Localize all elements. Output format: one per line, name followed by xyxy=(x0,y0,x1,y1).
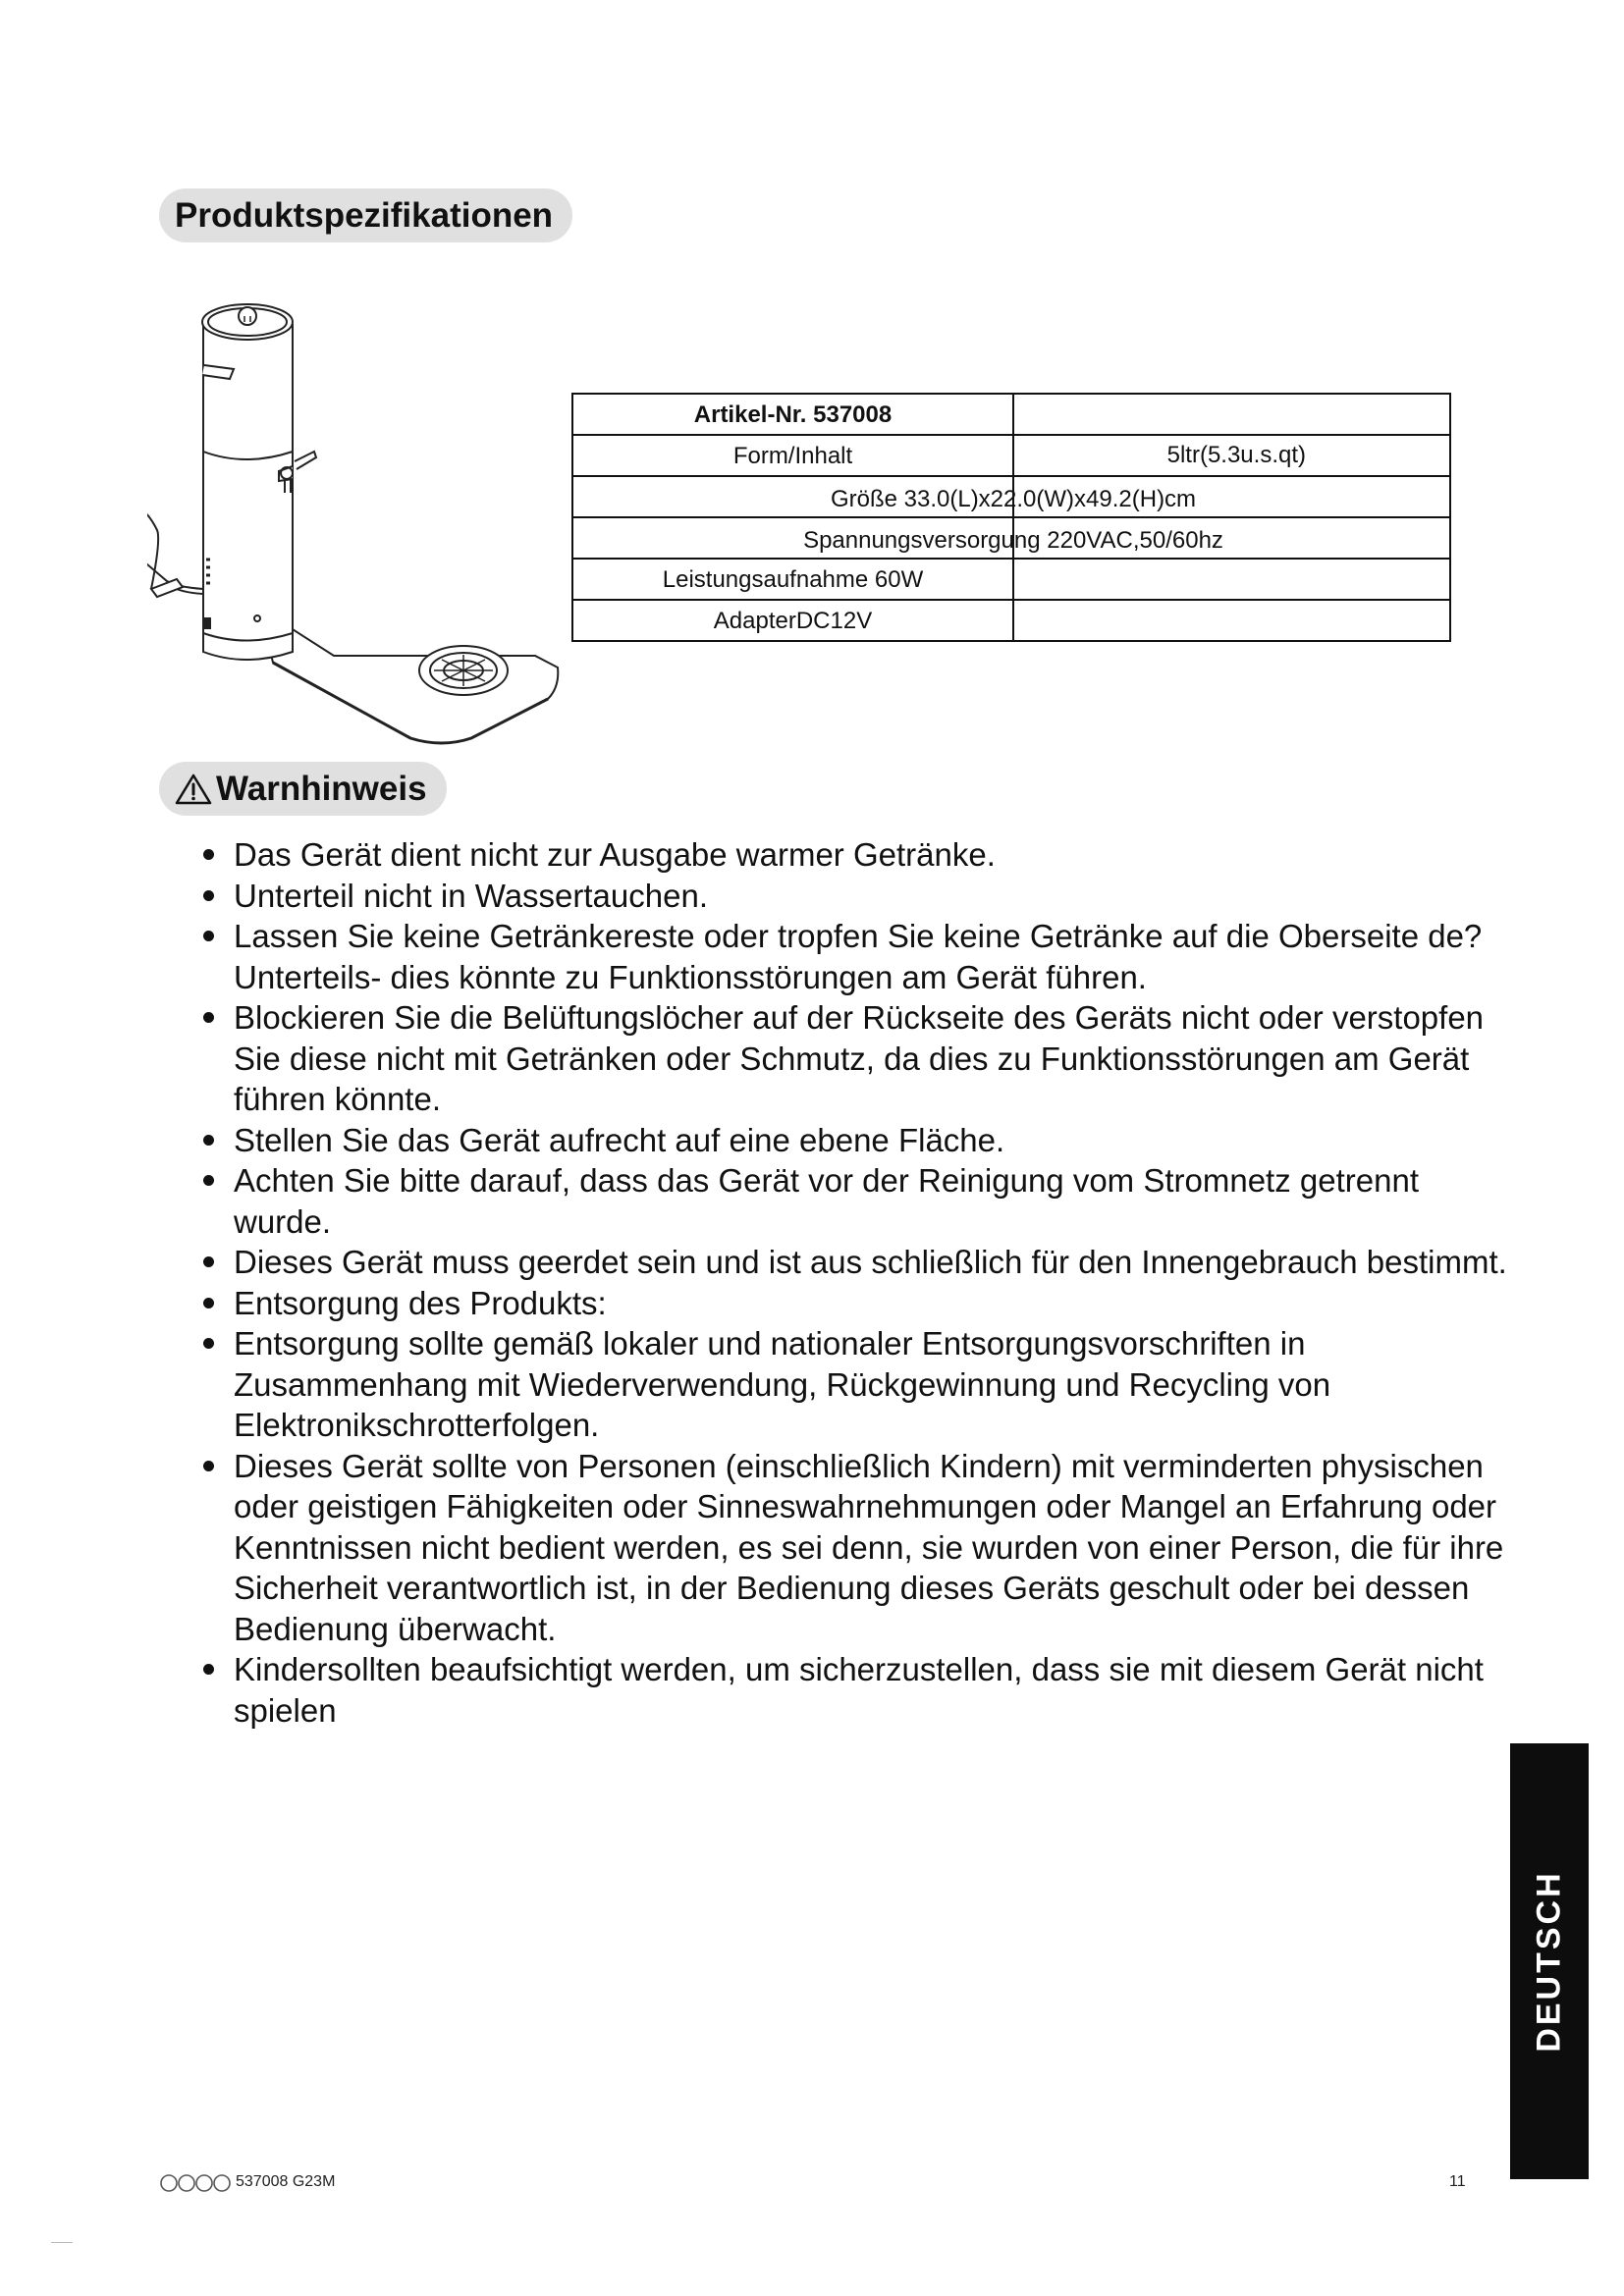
spec-cell-article xyxy=(572,394,1013,435)
list-item: Lassen Sie keine Getränkereste oder tropfen Sie keine Getränke auf die Oberseite de? Unterteils- dies könnte zu Funktionsstörungen am Gerät führen. xyxy=(196,916,1512,997)
warning-list xyxy=(196,834,1512,1731)
warning-section-title-text: Warnhinweis xyxy=(216,770,427,808)
language-tab-label: DEUTSCH xyxy=(1530,1870,1568,2053)
four-rings-logo-icon xyxy=(159,2173,234,2193)
list-item: Unterteil nicht in Wassertauchen. xyxy=(196,876,1512,917)
power-consumption-value: Leistungsaufnahme 60W xyxy=(662,566,924,593)
spec-cell-adapter xyxy=(572,600,1013,641)
spec-cell-form-value xyxy=(1013,435,1450,476)
list-item: Stellen Sie das Gerät aufrecht auf eine ebene Fläche. xyxy=(196,1120,1512,1161)
form-value: 5ltr(5.3u.s.qt) xyxy=(1166,442,1306,468)
list-item: Dieses Gerät sollte von Personen (einschließlich Kindern) mit verminderten physischen oder geistigen Fähigkeiten oder Sinneswahrnehmungen oder Mangel an Erfahrung oder Kenntnissen nicht bedient werden, es sei denn, sie wurden von einer Person, die für ihre Sicherheit verantwortlich ist, in der Bedienung dieses Geräts geschult oder bei dessen Bedienung überwacht. xyxy=(196,1446,1512,1650)
corner-mark xyxy=(51,2242,73,2243)
form-label: Form/Inhalt xyxy=(732,443,853,469)
adapter-value: AdapterDC12V xyxy=(713,608,873,634)
list-item: Entsorgung sollte gemäß lokaler und nationaler Entsorgungsvorschriften in Zusammenhang mit Wiederverwendung, Rückgewinnung und Recycling von Elektronikschrotterfolgen. xyxy=(196,1323,1512,1446)
spec-section-title xyxy=(159,188,572,242)
spec-cell-size xyxy=(572,476,1197,517)
list-item: Entsorgung des Produkts: xyxy=(196,1283,1512,1324)
spec-cell-empty xyxy=(1013,517,1450,559)
warning-section-title xyxy=(159,762,447,816)
product-illustration xyxy=(147,294,560,756)
power-supply-value: Spannungsversorgung 220VAC,50/60hz xyxy=(803,527,1223,554)
table-row xyxy=(572,559,1450,600)
page-number: 11 xyxy=(1449,2173,1466,2190)
warning-triangle-icon xyxy=(175,773,212,806)
spec-cell-form-label xyxy=(572,435,1013,476)
spec-cell-empty xyxy=(1013,476,1450,517)
footer-model-number: 537008 G23M xyxy=(236,2173,336,2190)
spec-section-title-text: Produktspezifikationen xyxy=(175,196,554,235)
table-row xyxy=(572,517,1450,559)
language-tab xyxy=(1510,1743,1589,2179)
list-item: Das Gerät dient nicht zur Ausgabe warmer Getränke. xyxy=(196,834,1512,876)
table-row xyxy=(572,435,1450,476)
spec-cell-empty xyxy=(1013,394,1450,435)
spec-table xyxy=(571,393,1451,642)
table-row xyxy=(572,476,1450,517)
dispenser-drawing xyxy=(147,304,558,743)
spec-cell-power-consumption xyxy=(572,559,1013,600)
spec-cell-power-supply xyxy=(572,517,1223,559)
table-row xyxy=(572,600,1450,641)
article-number: Artikel-Nr. 537008 xyxy=(693,401,893,428)
list-item: Achten Sie bitte darauf, dass das Gerät vor der Reinigung vom Stromnetz getrennt wurde. xyxy=(196,1160,1512,1242)
table-row xyxy=(572,394,1450,435)
size-value: Größe 33.0(L)x22.0(W)x49.2(H)cm xyxy=(830,486,1197,512)
list-item: Kindersollten beaufsichtigt werden, um sicherzustellen, dass sie mit diesem Gerät nicht spielen xyxy=(196,1649,1512,1731)
list-item: Blockieren Sie die Belüftungslöcher auf der Rückseite des Geräts nicht oder verstopfen Sie diese nicht mit Getränken oder Schmutz, da dies zu Funktionsstörungen am Gerät führen könnte. xyxy=(196,997,1512,1120)
spec-cell-empty xyxy=(1013,600,1450,641)
spec-cell-empty xyxy=(1013,559,1450,600)
list-item: Dieses Gerät muss geerdet sein und ist aus schließlich für den Innengebrauch bestimmt. xyxy=(196,1242,1512,1283)
